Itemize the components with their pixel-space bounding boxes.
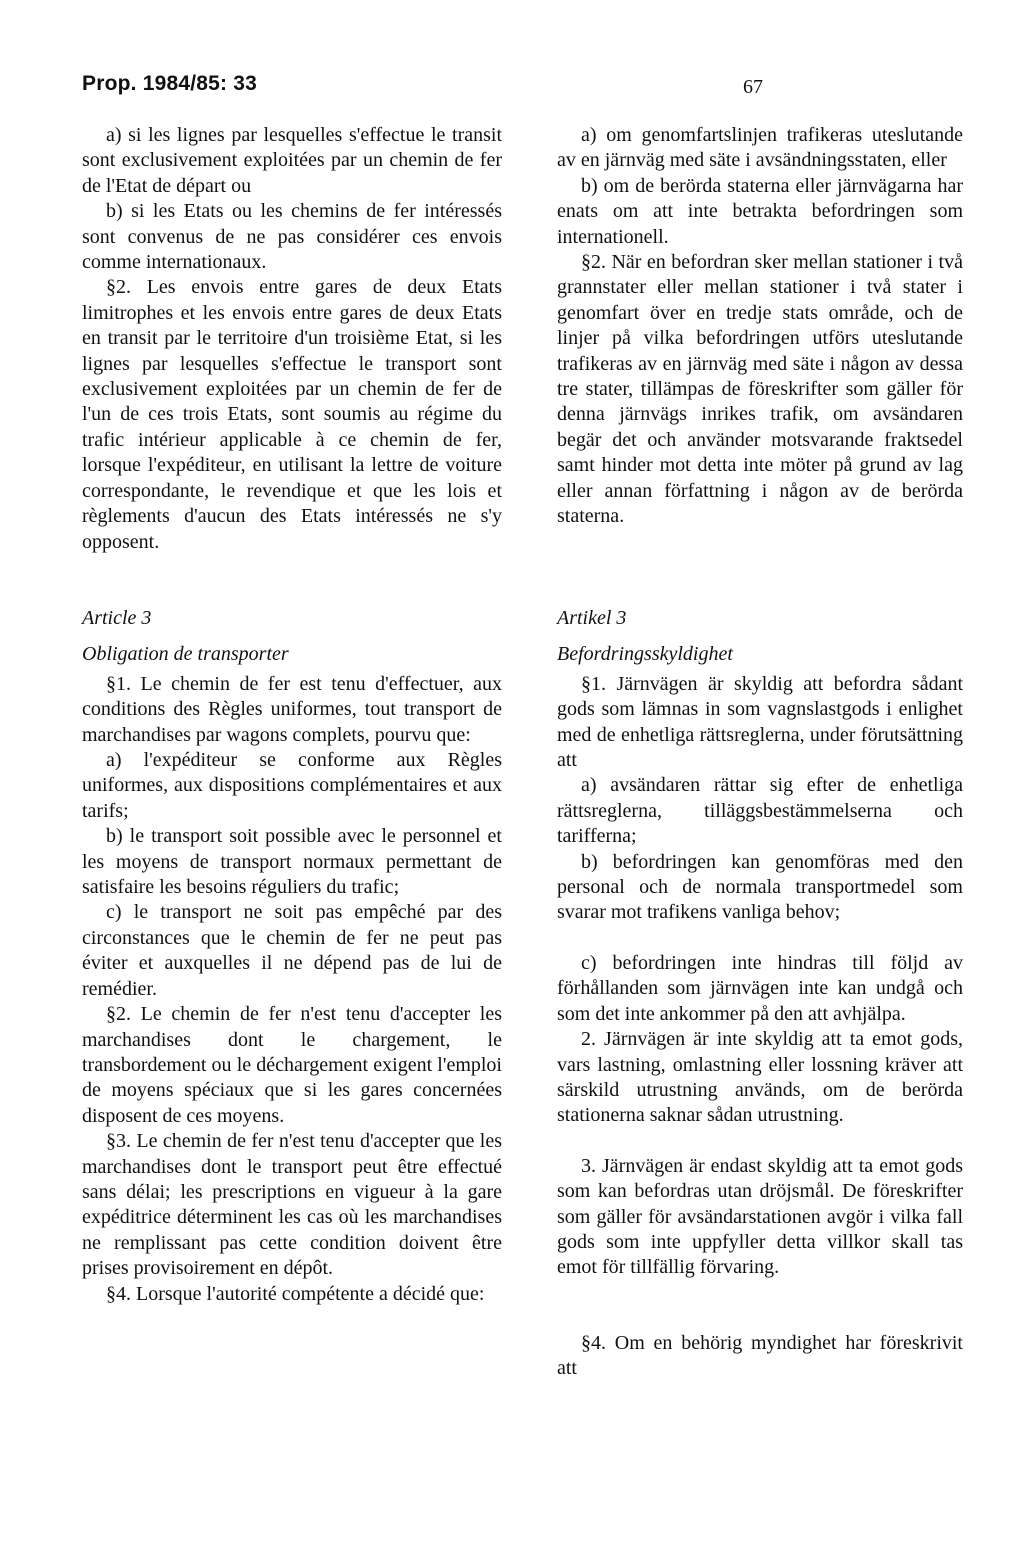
french-item-b: b) si les Etats ou les chemins de fer intéressés sont convenus de ne pas considérer ces envois comme internationaux. (82, 200, 502, 274)
french-article-heading: Article 3 (82, 607, 152, 629)
swedish-section-1b: b) befordringen kan genomföras med den personal och de normala transportmedel som svarar mot trafikens vanliga behov; (557, 850, 963, 924)
swedish-article-heading: Artikel 3 (557, 607, 627, 629)
swedish-item-b: b) om de berörda staterna eller järnvägarna har enats om att inte betrakta befordringen som internationell. (557, 174, 963, 248)
french-section-1b: b) le transport soit possible avec le personnel et les moyens de transport normaux permettant de satisfaire les besoins réguliers du trafic; (82, 825, 502, 899)
swedish-paragraph-2: §2. När en befordran sker mellan stationer i två grannstater eller mellan stationer i två stater i genomfart över en tredje stats område, och de linjer på vilka befordringen utförs uteslutande trafikeras av en järnväg med säte i någon av dessa tre stater, tillämpas de föreskrifter som gäller för denna järnvägs inrikes trafik, om avsändaren begär det och använder motsvarande fraktsedel samt hinder mot detta inte möter på grund av lag eller annan författning i någon av de berörda staterna. (557, 251, 963, 528)
running-header: Prop. 1984/85: 33 (82, 72, 257, 95)
french-section-1a: a) l'expéditeur se conforme aux Règles uniformes, aux dispositions complémentaires et aux tarifs; (82, 749, 502, 822)
french-section-3: §3. Le chemin de fer n'est tenu d'accepter que les marchandises dont le transport peut être effectué sans délai; les prescriptions en vigueur à la gare expéditrice déterminent les cas où les marchandises ne remplissant pas cette condition doivent être prises provisoirement en dépôt. (82, 1130, 502, 1280)
french-item-a: a) si les lignes par lesquelles s'effectue le transit sont exclusivement exploitées par un chemin de fer de l'Etat de départ ou (82, 124, 502, 197)
french-section-1c: c) le transport ne soit pas empêché par des circonstances que le chemin de fer ne peut pas éviter et auxquelles il ne dépend pas de lui de remédier. (82, 901, 502, 1000)
french-article-subheading: Obligation de transporter (82, 643, 289, 666)
swedish-section-4: §4. Om en behörig myndighet har föreskrivit att (557, 1331, 963, 1380)
swedish-article-subheading: Befordringsskyldighet (557, 643, 733, 666)
swedish-section-1c: c) befordringen inte hindras till följd av förhållanden som järnvägen inte kan undgå och som det inte ankommer på den att avhjälpa. (557, 951, 963, 1025)
page-number: 67 (743, 76, 763, 98)
swedish-block-top (557, 123, 963, 530)
french-section-2: §2. Le chemin de fer n'est tenu d'accepter les marchandises dont le chargement, le transbordement ou le déchargement exigent l'emploi de moyens spéciaux que si les gares concernées disposent de ces moyens. (82, 1003, 502, 1127)
french-paragraph-2: §2. Les envois entre gares de deux Etats limitrophes et les envois entre gares de deux Etats en transit par le territoire d'un troisième Etat, si les lignes par lesquelles s'effectue le transport sont exclusivement exploitées par un chemin de fer de l'un de ces trois Etats, sont soumis au régime du trafic intérieur applicable à ce chemin de fer, lorsque l'expéditeur, en utilisant la lettre de voiture correspondante, le revendique et que les lois et règlements d'aucun des Etats intéressés ne s'y opposent. (82, 276, 502, 553)
french-block-top (82, 123, 502, 555)
french-article-block (82, 606, 502, 1307)
swedish-article-block (557, 606, 963, 1382)
french-section-1: §1. Le chemin de fer est tenu d'effectuer, aux conditions des Règles uniformes, tout transport de marchandises par wagons complets, pourvu que: (82, 672, 502, 746)
swedish-item-a: a) om genomfartslinjen trafikeras uteslutande av en järnväg med säte i avsändningsstaten, eller (557, 124, 963, 172)
swedish-section-1: §1. Järnvägen är skyldig att befordra sådant gods som lämnas in som vagnslastgods i enlighet med de enhetliga rättsreglerna, under förutsättning att (557, 672, 963, 772)
swedish-section-2: 2. Järnvägen är inte skyldig att ta emot gods, vars lastning, omlastning eller lossning kräver att särskild utrustning används, om de berörda stationerna saknar sådan utrustning. (557, 1028, 963, 1127)
french-section-4: §4. Lorsque l'autorité compétente a décidé que: (106, 1282, 485, 1305)
swedish-section-1a: a) avsändaren rättar sig efter de enhetliga rättsreglerna, tilläggsbestämmelserna och tarifferna; (557, 774, 963, 848)
swedish-section-3: 3. Järnvägen är endast skyldig att ta emot gods som kan befordras utan dröjsmål. De föreskrifter som gäller för avsändarstationen avgör i vilka fall gods som inte uppfyller detta villkor skall tas emot för tillfällig förvaring. (557, 1154, 963, 1279)
